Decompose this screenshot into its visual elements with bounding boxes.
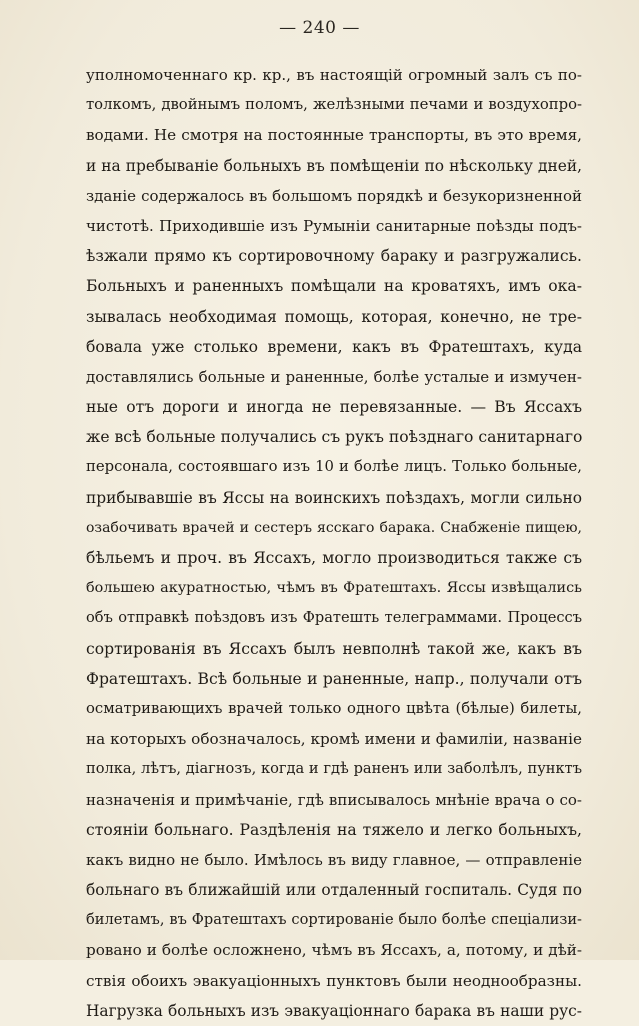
text-line: персонала, состоявшаго изъ 10 и болѣе лицъ. Только больные, (86, 458, 582, 476)
text-line: какъ видно не было. Имѣлось въ виду главное, — отправленіе (86, 850, 582, 869)
text-line: уполномоченнаго кр. кр., въ настоящій огромный залъ съ по- (86, 66, 582, 84)
text-line: Больныхъ и раненныхъ помѣщали на кроватяхъ, имъ ока- (86, 277, 582, 296)
body-text (86, 60, 582, 1026)
text-line: зывалась необходимая помощь, которая, конечно, не тре- (86, 307, 582, 326)
text-line: объ отправкѣ поѣздовъ изъ Фратешть телеграммами. Процессъ (86, 609, 582, 627)
text-line: ные отъ дороги и иногда не перевязанные. — Въ Яссахъ (86, 398, 582, 417)
page-number: — 240 — (279, 18, 360, 38)
text-line: и на пребываніе больныхъ въ помѣщеніи по нѣскольку дней, (86, 156, 582, 175)
text-line: Нагрузка больныхъ изъ эвакуаціоннаго барака въ наши рус- (86, 1001, 582, 1020)
text-line: бовала уже столько времени, какъ въ Фратештахъ, куда (86, 337, 582, 356)
text-line: осматривающихъ врачей только одного цвѣта (бѣлые) билеты, (86, 699, 582, 717)
text-line: прибывавшіе въ Яссы на воинскихъ поѣздахъ, могли сильно (86, 488, 582, 507)
text-line: доставлялись больные и раненные, болѣе усталые и измучен- (86, 367, 582, 386)
text-line: бѣльемъ и проч. въ Яссахъ, могло производиться также съ (86, 549, 582, 567)
text-line: ствія обоихъ эвакуаціонныхъ пунктовъ были неоднообразны. (86, 971, 582, 990)
text-line: озабочивать врачей и сестеръ ясскаго барака. Снабженіе пищею, (86, 519, 582, 536)
text-line: полка, лѣтъ, діагнозъ, когда и гдѣ раненъ или заболѣлъ, пунктъ (86, 760, 582, 778)
text-line: зданіе содержалось въ большомъ порядкѣ и безукоризненной (86, 186, 582, 205)
text-line: больнаго въ ближайшій или отдаленный госпиталь. Судя по (86, 881, 582, 900)
text-line: назначенія и примѣчаніе, гдѣ вписывалось мнѣніе врача о со- (86, 790, 582, 809)
text-line: ѣзжали прямо къ сортировочному бараку и разгружались. (86, 247, 582, 266)
text-line: водами. Не смотря на постоянные транспорты, въ это время, (86, 126, 582, 145)
text-line: стояніи больнаго. Раздѣленія на тяжело и легко больныхъ, (86, 820, 582, 839)
text-line: на которыхъ обозначалось, кромѣ имени и фамиліи, названіе (86, 730, 582, 749)
text-line: Фратештахъ. Всѣ больные и раненные, напр., получали отъ (86, 669, 582, 688)
text-line: большею акуратностью, чѣмъ въ Фратештахъ. Яссы извѣщались (86, 580, 582, 597)
text-line: же всѣ больные получались съ рукъ поѣзднаго санитарнаго (86, 428, 582, 447)
text-line: билетамъ, въ Фратештахъ сортированіе было болѣе спеціализи- (86, 911, 582, 929)
text-line: сортированія въ Яссахъ былъ невполнѣ такой же, какъ въ (86, 639, 582, 658)
text-line: толкомъ, двойнымъ поломъ, желѣзными печами и воздухопро- (86, 96, 582, 114)
text-line: ровано и болѣе осложнено, чѣмъ въ Яссахъ, а, потому, и дѣй- (86, 941, 582, 960)
text-line: чистотѣ. Приходившіе изъ Румыніи санитарные поѣзды подъ- (86, 216, 582, 235)
